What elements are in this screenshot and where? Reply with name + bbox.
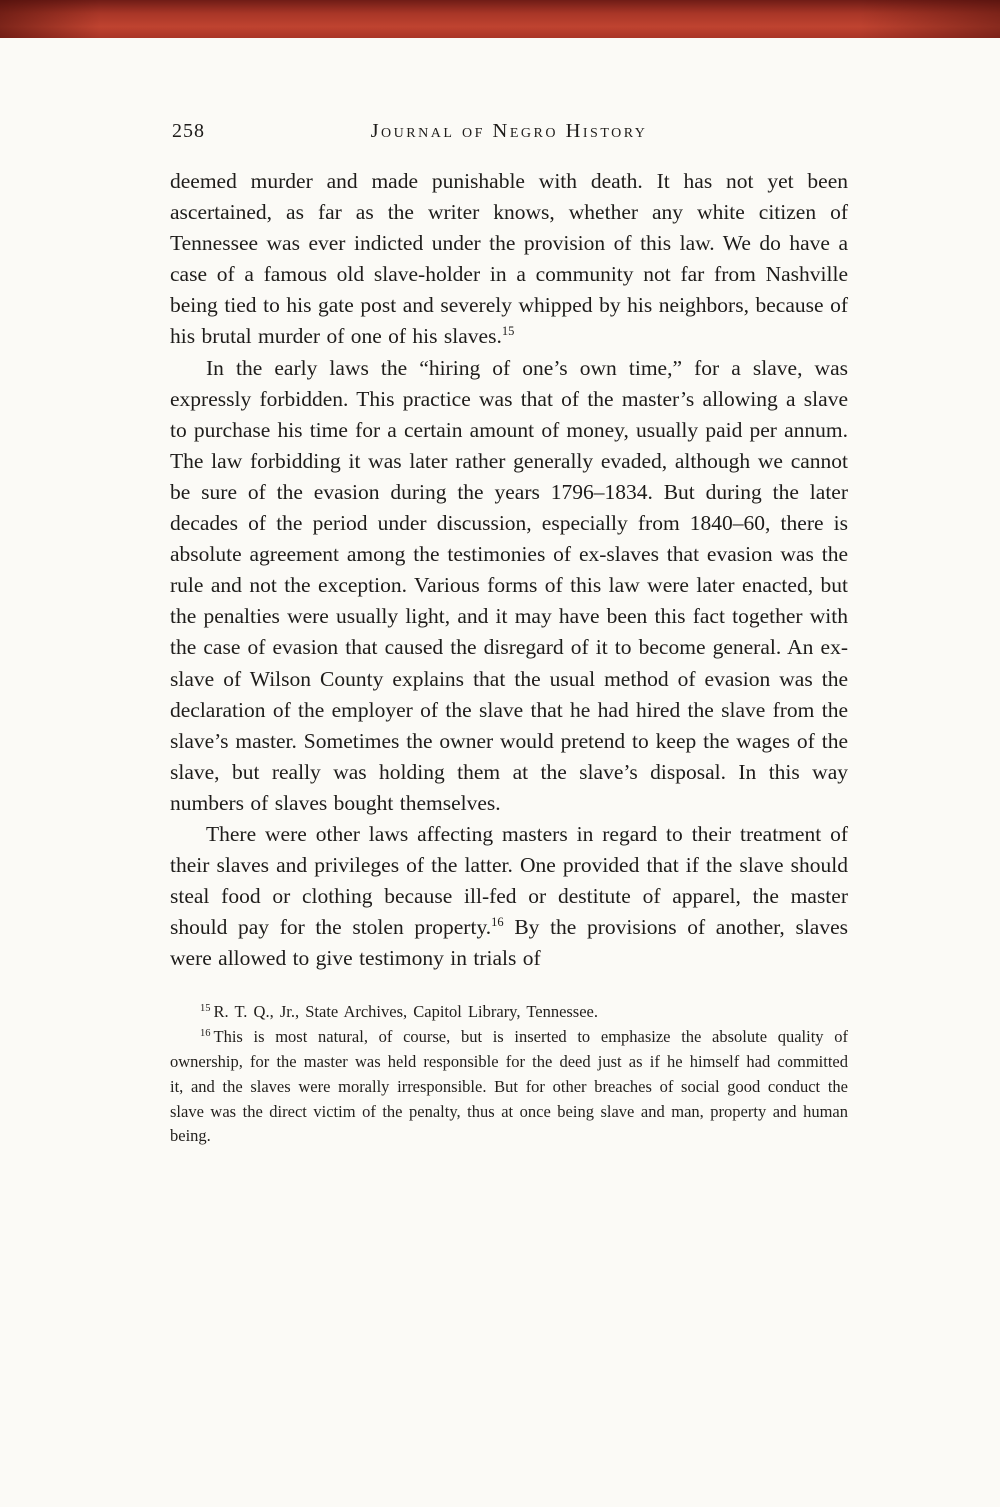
paragraph-2: In the early laws the “hiring of one’s own time,” for a slave, was expressly forbidden. This practice was that of the master’s allowing a slave to purchase his time for a certain amount of money, usually paid per annum. The law forbidding it was later rather generally evaded, although we cannot be sure of the evasion during the years 1796–1834. But during the later decades of the period under discussion, especially from 1840–60, there is absolute agreement among the testimonies of ex-slaves that evasion was the rule and not the exception. Various forms of this law were later enacted, but the penalties were usually light, and it may have been this fact together with the case of evasion that caused the disregard of it to become general. An ex-slave of Wilson County explains that the usual method of evasion was the declaration of the employer of the slave that he had hired the slave from the slave’s master. Sometimes the owner would pretend to keep the wages of the slave, but really was holding them at the slave’s disposal. In this way numbers of slaves bought themselves. [170, 355, 848, 815]
page-header [170, 120, 848, 150]
footnote-15-text: R. T. Q., Jr., State Archives, Capitol Library, Tennessee. [213, 1002, 599, 1022]
paragraph-3-text-after: By the provisions of another, slaves were allowed to give testimony in trials of [170, 915, 848, 971]
footnote-ref-15: 15 [501, 324, 515, 339]
scan-edge-artifact [0, 0, 1000, 38]
paragraph-1-text: deemed murder and made punishable with death. It has not yet been ascertained, as far as the writer knows, whether any white citizen of Tennessee was ever indicted under the provision of this law. We do have a case of a famous old slave-holder in a community not far from Nashville being tied to his gate post and severely whipped by his neighbors, because of his brutal murder of one of his slaves. [170, 169, 848, 349]
paragraph-3-text-before: There were other laws affecting masters in regard to their treatment of their slaves and privileges of the latter. One provided that if the slave should steal food or clothing because ill-fed or destitute of apparel, the master should pay for the stolen property. [170, 821, 848, 940]
footnote-15 [170, 1000, 848, 1025]
paragraph-1 [170, 166, 848, 353]
paragraph-3 [170, 819, 848, 974]
footnote-15-ref: 15 [200, 1002, 211, 1014]
footnotes-section [170, 1000, 848, 1149]
page-number: 258 [172, 120, 205, 142]
footnote-16-ref: 16 [200, 1027, 211, 1039]
running-header: Journal of Negro History [370, 120, 648, 142]
footnote-16-text: This is most natural, of course, but is inserted to emphasize the absolute quality of ownership, for the master was held responsible for the deed just as if he himself had committed it, and the slaves were morally irresponsible. But for other breaches of social good conduct the slave was the direct victim of the penalty, thus at once being slave and man, property and human being. [170, 1027, 848, 1146]
footnote-16 [170, 1025, 848, 1149]
page-content [170, 120, 848, 1149]
footnote-ref-16: 16 [491, 915, 504, 930]
body-text [170, 166, 848, 974]
